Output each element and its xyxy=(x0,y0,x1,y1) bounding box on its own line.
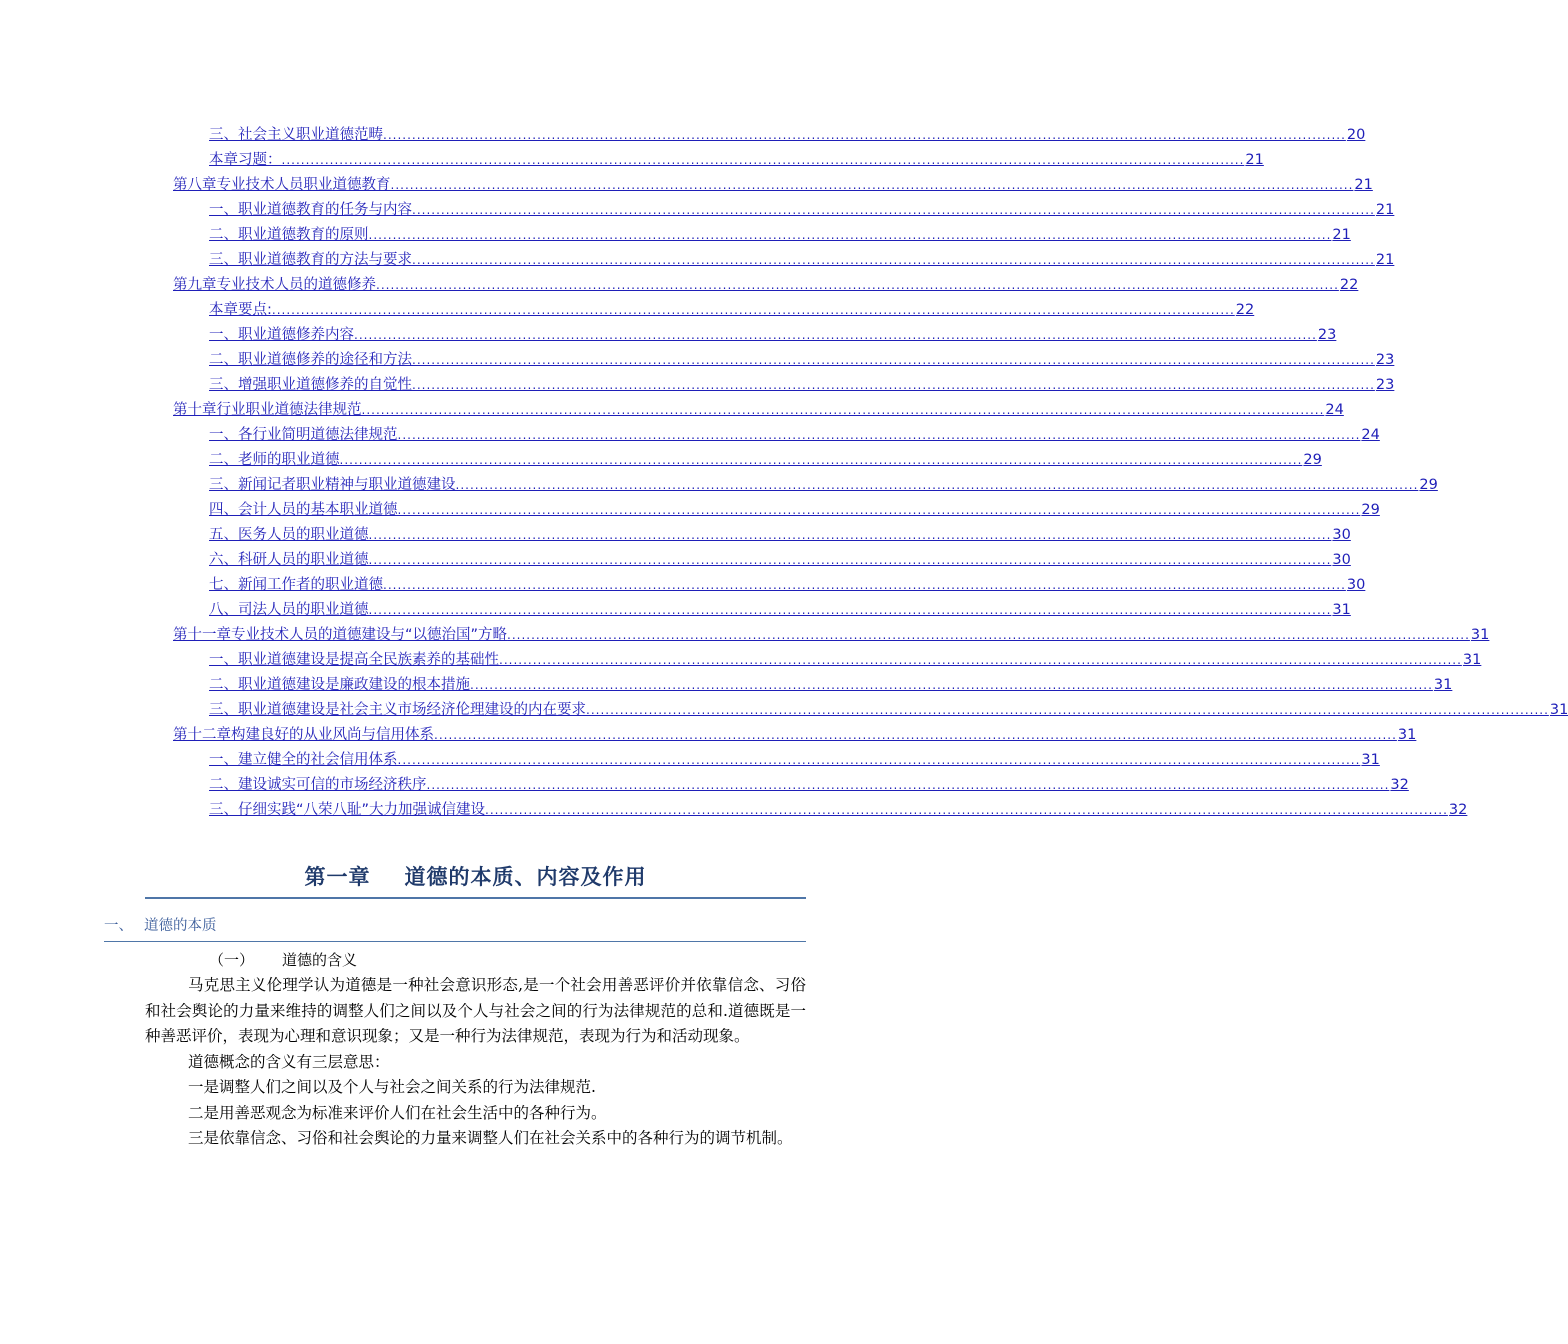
toc-leader-dots: ........................................................................................................................................................................................................ xyxy=(397,753,1361,767)
toc-entry[interactable] xyxy=(209,248,1395,273)
toc-leader-dots: ........................................................................................................................................................................................................ xyxy=(368,228,1332,242)
toc-entry[interactable] xyxy=(209,698,1568,723)
subsection-heading xyxy=(209,949,357,970)
toc-entry-title: 三、仔细实践“八荣八耻”大力加强诚信建设 xyxy=(209,802,486,818)
toc-leader-dots: ........................................................................................................................................................................................................ xyxy=(434,728,1397,742)
toc-entry-page: 30 xyxy=(1332,552,1351,568)
toc-entry-title: 三、社会主义职业道德范畴 xyxy=(209,127,383,143)
toc-entry[interactable] xyxy=(209,648,1482,673)
toc-entry-page: 32 xyxy=(1448,802,1468,818)
chapter-heading xyxy=(145,861,806,899)
toc-entry[interactable] xyxy=(209,223,1351,248)
toc-entry-page: 24 xyxy=(1361,427,1380,443)
toc-entry-page: 31 xyxy=(1433,677,1453,693)
toc-entry[interactable] xyxy=(209,448,1322,473)
toc-entry-title: 二、职业道德教育的原则 xyxy=(209,227,369,243)
toc-entry[interactable] xyxy=(209,748,1380,773)
toc-leader-dots: ........................................................................................................................................................................................................ xyxy=(354,328,1317,342)
toc-entry[interactable] xyxy=(209,473,1438,498)
toc-entry-page: 20 xyxy=(1346,127,1366,143)
toc-entry-page: 23 xyxy=(1375,377,1395,393)
paragraph: 三是依靠信念、习俗和社会舆论的力量来调整人们在社会关系中的各种行为的调节机制。 xyxy=(188,1129,793,1147)
toc-entry[interactable] xyxy=(173,273,1359,298)
toc-entry[interactable] xyxy=(209,573,1366,598)
toc-entry-title: 四、会计人员的基本职业道德 xyxy=(209,502,398,518)
toc-entry-title: 一、建立健全的社会信用体系 xyxy=(209,752,398,768)
toc-entry[interactable] xyxy=(209,348,1395,373)
toc-entry-title: 一、职业道德教育的任务与内容 xyxy=(209,202,412,218)
toc-entry-title: 三、新闻记者职业精神与职业道德建设 xyxy=(209,477,456,493)
toc-entry[interactable] xyxy=(209,148,1264,173)
toc-entry-title: 三、增强职业道德修养的自觉性 xyxy=(209,377,412,393)
toc-leader-dots: ........................................................................................................................................................................................................ xyxy=(426,778,1390,792)
toc-entry-title: 八、司法人员的职业道德 xyxy=(209,602,369,618)
toc-entry-title: 第十二章构建良好的从业风尚与信用体系 xyxy=(173,727,434,743)
toc-entry-page: 23 xyxy=(1317,327,1337,343)
toc-entry-page: 22 xyxy=(1339,277,1359,293)
toc-entry-title: 二、职业道德建设是廉政建设的根本措施 xyxy=(209,677,470,693)
toc-leader-dots: ........................................................................................................................................................................................................ xyxy=(397,428,1361,442)
paragraph: 二是用善恶观念为标准来评价人们在社会生活中的各种行为。 xyxy=(188,1103,607,1122)
toc-leader-dots: ........................................................................................................................................................................................................ xyxy=(412,378,1375,392)
body-text xyxy=(145,973,806,1152)
section-title: 道德的本质 xyxy=(144,918,217,934)
subsection-title: 道德的含义 xyxy=(282,951,358,969)
toc-entry-title: 三、职业道德建设是社会主义市场经济伦理建设的内在要求 xyxy=(209,702,586,718)
toc-entry-page: 31 xyxy=(1361,752,1380,768)
toc-entry[interactable] xyxy=(209,423,1380,448)
toc-leader-dots: ........................................................................................................................................................................................................ xyxy=(455,478,1419,492)
toc-entry[interactable] xyxy=(209,798,1468,823)
toc-entry-title: 七、新闻工作者的职业道德 xyxy=(209,577,383,593)
toc-leader-dots: ........................................................................................................................................................................................................ xyxy=(339,453,1303,467)
toc-leader-dots: ........................................................................................................................................................................................................ xyxy=(470,678,1433,692)
toc-leader-dots: ........................................................................................................................................................................................................ xyxy=(499,653,1462,667)
paragraph: 马克思主义伦理学认为道德是一种社会意识形态,是一个社会用善恶评价并依靠信念、习俗和社会舆论的力量来维持的调整人们之间以及个人与社会之间的行为法律规范的总和.道德既是一种善恶评价，表现为心理和意识现象；又是一种行为法律规范，表现为行为和活动现象。 xyxy=(145,976,806,1045)
toc-entry-title: 一、职业道德建设是提高全民族素养的基础性 xyxy=(209,652,499,668)
toc-entry-title: 第十章行业职业道德法律规范 xyxy=(173,402,362,418)
toc-entry-title: 一、职业道德修养内容 xyxy=(209,327,354,343)
toc-entry[interactable] xyxy=(209,523,1351,548)
toc-entry-page: 29 xyxy=(1361,502,1380,518)
toc-entry-title: 一、各行业简明道德法律规范 xyxy=(209,427,398,443)
toc-leader-dots: ........................................................................................................................................................................................................ xyxy=(368,603,1332,617)
toc-entry-page: 24 xyxy=(1325,402,1344,418)
toc-leader-dots: ........................................................................................................................................................................................................ xyxy=(507,628,1470,642)
toc-entry-title: 二、职业道德修养的途径和方法 xyxy=(209,352,412,368)
toc-entry[interactable] xyxy=(209,373,1395,398)
toc-leader-dots: ........................................................................................................................................................................................................ xyxy=(586,703,1549,717)
toc-entry[interactable] xyxy=(209,673,1453,698)
toc-leader-dots: ........................................................................................................................................................................................................ xyxy=(281,153,1245,167)
toc-leader-dots: ........................................................................................................................................................................................................ xyxy=(412,253,1375,267)
toc-leader-dots: ........................................................................................................................................................................................................ xyxy=(397,503,1361,517)
toc-entry[interactable] xyxy=(173,398,1344,423)
subsection-number: （一） xyxy=(209,951,255,969)
toc-entry[interactable] xyxy=(209,498,1380,523)
toc-entry-title: 第九章专业技术人员的道德修养 xyxy=(173,277,376,293)
toc-entry[interactable] xyxy=(209,548,1351,573)
toc-entry[interactable] xyxy=(209,198,1395,223)
toc-leader-dots: ........................................................................................................................................................................................................ xyxy=(376,278,1339,292)
toc-entry[interactable] xyxy=(209,123,1366,148)
toc-leader-dots: ........................................................................................................................................................................................................ xyxy=(361,403,1325,417)
section-heading xyxy=(104,914,806,942)
toc-entry-title: 六、科研人员的职业道德 xyxy=(209,552,369,568)
toc-entry-page: 21 xyxy=(1375,252,1395,268)
toc-leader-dots: ........................................................................................................................................................................................................ xyxy=(368,553,1332,567)
toc-entry-title: 本章习题： xyxy=(209,152,282,168)
toc-entry[interactable] xyxy=(209,323,1337,348)
toc-entry-page: 21 xyxy=(1354,177,1373,193)
toc-entry-page: 31 xyxy=(1462,652,1482,668)
toc-entry-title: 二、建设诚实可信的市场经济秩序 xyxy=(209,777,427,793)
toc-entry-page: 32 xyxy=(1390,777,1409,793)
toc-entry-page: 31 xyxy=(1470,627,1490,643)
toc-leader-dots: ........................................................................................................................................................................................................ xyxy=(412,203,1375,217)
toc-entry-title: 本章要点: xyxy=(209,302,272,318)
toc-entry-title: 第八章专业技术人员职业道德教育 xyxy=(173,177,391,193)
toc-entry-page: 21 xyxy=(1332,227,1351,243)
toc-entry[interactable] xyxy=(209,773,1409,798)
toc-entry-page: 22 xyxy=(1235,302,1255,318)
toc-entry-title: 二、老师的职业道德 xyxy=(209,452,340,468)
toc-entry[interactable] xyxy=(173,623,1490,648)
paragraph: 一是调整人们之间以及个人与社会之间关系的行为法律规范. xyxy=(188,1078,596,1096)
paragraph: 道德概念的含义有三层意思： xyxy=(188,1052,390,1071)
toc-leader-dots: ........................................................................................................................................................................................................ xyxy=(412,353,1375,367)
toc-entry-page: 21 xyxy=(1245,152,1264,168)
toc-entry-page: 30 xyxy=(1346,577,1366,593)
toc-leader-dots: ........................................................................................................................................................................................................ xyxy=(485,803,1448,817)
toc-leader-dots: ........................................................................................................................................................................................................ xyxy=(368,528,1332,542)
toc-entry-page: 29 xyxy=(1419,477,1438,493)
section-number: 一、 xyxy=(104,918,133,934)
chapter-number: 第一章 xyxy=(304,865,371,889)
toc-entry-page: 30 xyxy=(1332,527,1351,543)
toc-leader-dots: ........................................................................................................................................................................................................ xyxy=(390,178,1354,192)
toc-entry-title: 五、医务人员的职业道德 xyxy=(209,527,369,543)
toc-entry[interactable] xyxy=(209,598,1351,623)
toc-entry-title: 三、职业道德教育的方法与要求 xyxy=(209,252,412,268)
toc-entry-page: 31 xyxy=(1549,702,1568,718)
toc-entry-page: 31 xyxy=(1397,727,1417,743)
table-of-contents xyxy=(0,123,1568,823)
toc-entry[interactable] xyxy=(173,723,1417,748)
toc-leader-dots: ........................................................................................................................................................................................................ xyxy=(383,578,1346,592)
toc-entry-page: 21 xyxy=(1375,202,1395,218)
toc-entry-title: 第十一章专业技术人员的道德建设与“以德治国”方略 xyxy=(173,627,508,643)
toc-entry[interactable] xyxy=(209,298,1255,323)
toc-entry-page: 31 xyxy=(1332,602,1351,618)
toc-leader-dots: ........................................................................................................................................................................................................ xyxy=(383,128,1346,142)
toc-entry[interactable] xyxy=(173,173,1373,198)
chapter-title: 道德的本质、内容及作用 xyxy=(404,865,647,889)
toc-entry-page: 23 xyxy=(1375,352,1395,368)
toc-leader-dots: ........................................................................................................................................................................................................ xyxy=(271,303,1235,317)
toc-entry-page: 29 xyxy=(1303,452,1322,468)
